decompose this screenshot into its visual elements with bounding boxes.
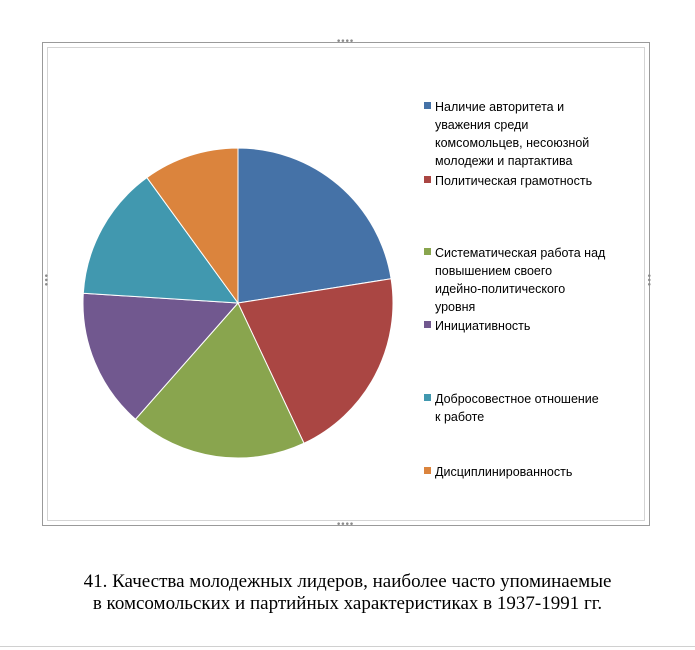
chart-area[interactable] xyxy=(40,37,653,530)
legend-item-4 xyxy=(424,317,624,335)
legend-swatch xyxy=(424,176,431,183)
legend-item-5 xyxy=(424,390,624,426)
legend-item-3 xyxy=(424,244,624,316)
resize-handle-top[interactable]: •••• xyxy=(336,37,354,47)
figure-caption: 41. Качества молодежных лидеров, наиболее часто упоминаемые в комсомольских и партийных характеристиках в 1937-1991 гг. xyxy=(83,571,612,614)
legend-swatch xyxy=(424,394,431,401)
legend-label: Систематическая работа над повышением своего идейно-политического уровня xyxy=(435,246,606,314)
pie-slice-1 xyxy=(238,148,391,303)
legend-swatch xyxy=(424,321,431,328)
page-divider xyxy=(0,646,695,647)
legend-label: Наличие авторитета и уважения среди комсомольцев, несоюзной молодежи и партактива xyxy=(435,100,590,168)
legend-label: Инициативность xyxy=(435,319,531,333)
legend-swatch xyxy=(424,248,431,255)
legend-swatch xyxy=(424,102,431,109)
legend-label: Политическая грамотность xyxy=(435,174,593,188)
resize-handle-bottom[interactable]: •••• xyxy=(336,520,354,530)
legend-swatch xyxy=(424,467,431,474)
legend-item-6 xyxy=(424,463,624,481)
resize-handle-right[interactable]: ••• xyxy=(643,273,653,286)
legend-label: Дисциплинированность xyxy=(435,465,573,479)
legend-item-2 xyxy=(424,172,624,190)
legend-label: Добросовестное отношение к работе xyxy=(435,392,599,424)
resize-handle-left[interactable]: ••• xyxy=(40,273,50,286)
legend-item-1 xyxy=(424,98,624,170)
